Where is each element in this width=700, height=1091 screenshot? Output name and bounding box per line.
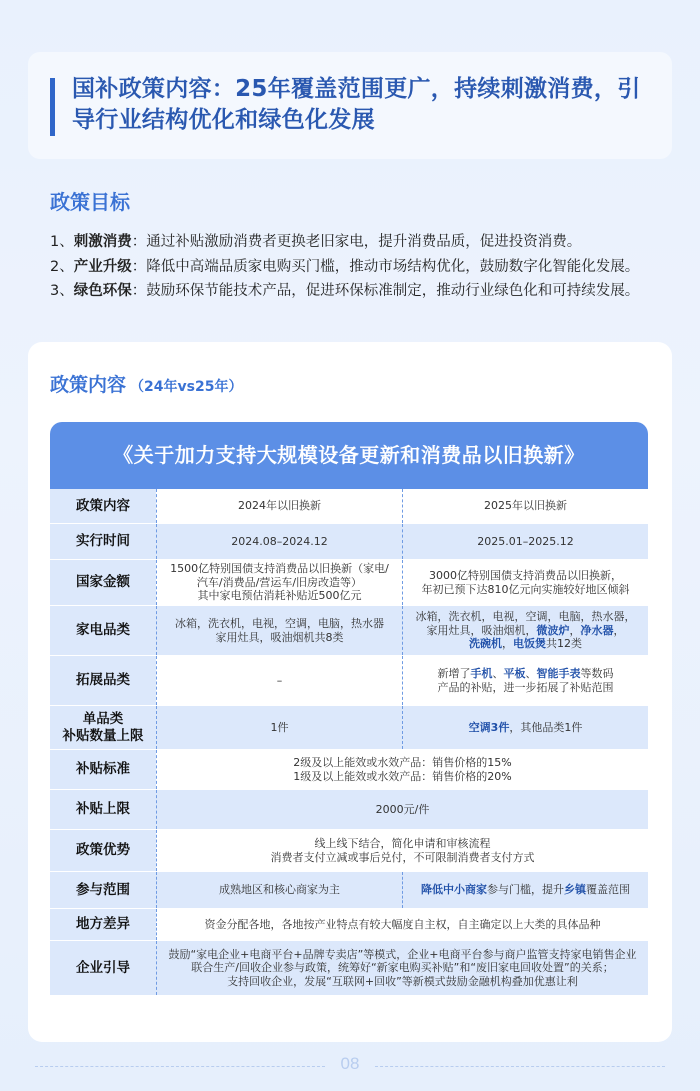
cell-line: 线上线下结合，简化申请和审核流程: [314, 837, 491, 850]
cell-2025: [402, 706, 648, 749]
cell-text: 参与门槛，提升: [487, 883, 564, 897]
row-label-line: 补贴数量上限: [62, 727, 144, 744]
goal-keyword: 刺激消费: [73, 234, 132, 250]
cell-line: 其中家电预估消耗补贴近500亿元: [197, 589, 362, 603]
cell-line: 支持回收企业，发展“互联网+回收”等新模式鼓励金融机构叠加优惠让利: [227, 974, 578, 988]
cell-text: 共12类: [546, 637, 582, 651]
cell-2025: 2025年以旧换新: [402, 489, 648, 523]
highlight-text: 智能手表: [536, 667, 581, 680]
cell-text: ，: [613, 623, 625, 637]
cell-line: 汽车/消费品/营运车/旧房改造等）: [196, 575, 363, 589]
row-label: 家电品类: [50, 606, 156, 655]
goal-text: ：降低中高端品质家电购买门槛，推动市场结构优化，鼓励数字化智能化发展。: [131, 258, 640, 275]
row-label: 拓展品类: [50, 656, 156, 705]
row-label: 政策内容: [50, 489, 156, 523]
cell-line: 消费者支付立减或事后兑付，不可限制消费者支付方式: [270, 850, 535, 864]
highlight-text: 微波炉: [536, 623, 570, 637]
cell-line: 联合生产/回收企业参与政策，统筹好“新家电购买补贴”和“废旧家电回收处置”的关系；: [191, 961, 614, 975]
goal-item: [50, 279, 690, 304]
cell-2025: [402, 656, 648, 705]
content-heading: [50, 370, 242, 397]
cell-2024: [156, 606, 402, 655]
goal-item: [50, 255, 690, 280]
cell-2025: [402, 560, 648, 605]
row-label: 补贴上限: [50, 790, 156, 829]
cell-line: 2级及以上能效或水效产品：销售价格的15%: [293, 756, 512, 769]
title-card: [28, 52, 672, 159]
highlight-text: 乡镇: [564, 883, 586, 897]
cell-line: [416, 624, 636, 638]
cell-text: 家用灶具，吸油烟机，: [426, 623, 537, 637]
page-title: 国补政策内容：25年覆盖范围更广，持续刺激消费，引导行业结构优化和绿色化发展: [72, 76, 641, 133]
cell-2024: 2024年以旧换新: [156, 489, 402, 523]
row-label: 补贴标准: [50, 750, 156, 789]
table-row: [50, 605, 648, 655]
cell-line: 家用灶具，吸油烟机共8类: [215, 630, 344, 644]
footer-divider: [35, 1066, 325, 1067]
cell-2024: 1件: [156, 706, 402, 749]
goal-keyword: 产业升级: [73, 258, 132, 275]
cell-line: 1级及以上能效或水效产品：销售价格的20%: [293, 769, 512, 783]
cell-2024: 成熟地区和核心商家为主: [156, 872, 402, 908]
cell-line: [438, 667, 614, 681]
cell-line: 产品的补贴，进一步拓展了补贴范围: [437, 680, 614, 694]
row-label: 地方差异: [50, 909, 156, 940]
row-label: 政策优势: [50, 830, 156, 871]
table-row: [50, 489, 648, 523]
cell-text: ，: [502, 637, 513, 651]
cell-line: 3000亿特别国债支持消费品以旧换新，: [429, 569, 622, 582]
goals-list: [50, 230, 690, 304]
row-label: 企业引导: [50, 941, 156, 995]
table-row: [50, 705, 648, 749]
cell-text: 、: [492, 667, 504, 680]
cell-2025: [402, 606, 648, 655]
cell-line: 冰箱，洗衣机，电视，空调，电脑，热水器: [175, 617, 384, 630]
policy-content-card: [28, 342, 672, 1042]
cell-merged: 资金分配各地，各地按产业特点有较大幅度自主权，自主确定以上大类的具体品种: [156, 909, 648, 940]
row-label: [50, 706, 156, 749]
cell-text: 、: [525, 667, 537, 680]
highlight-text: 平板: [503, 667, 526, 680]
goals-heading: 政策目标: [50, 190, 130, 214]
highlight-text: 手机: [470, 667, 493, 680]
table-row: [50, 908, 648, 940]
goal-number: 1、: [50, 234, 74, 250]
cell-merged: 2000元/件: [156, 790, 648, 829]
cell-text: ，: [569, 623, 581, 637]
cell-line: 1500亿特别国债支持消费品以旧换新（家电/: [170, 562, 389, 576]
goal-item: [50, 230, 690, 255]
table-row: [50, 655, 648, 705]
row-label: 实行时间: [50, 524, 156, 559]
highlight-text: 空调3件: [468, 720, 510, 734]
cell-2024: –: [156, 656, 402, 705]
title-accent-bar: [50, 78, 55, 136]
cell-text: 等数码: [580, 667, 614, 680]
goal-number: 2、: [50, 258, 74, 275]
goal-keyword: 绿色环保: [73, 283, 132, 299]
table-row: [50, 829, 648, 871]
cell-text: ，其他品类1件: [509, 720, 583, 734]
cell-merged: [156, 750, 648, 789]
cell-line: [416, 637, 636, 651]
table-row: [50, 559, 648, 605]
row-label: 国家金额: [50, 560, 156, 605]
cell-line: 年初已预下达810亿元向实施较好地区倾斜: [421, 582, 630, 596]
page-footer: [0, 1050, 700, 1080]
table-row: [50, 789, 648, 829]
cell-line: 鼓励“家电企业+电商平台+品牌专卖店”等模式，企业+电商平台参与商户监管支持家电销售企业: [168, 947, 637, 961]
cell-2025: [402, 872, 648, 908]
cell-merged: [156, 941, 648, 995]
cell-text: 新增了: [437, 667, 471, 680]
highlight-text: 洗碗机: [469, 637, 502, 651]
goal-text: ：鼓励环保节能技术产品，促进环保标准制定，推动行业绿色化和可持续发展。: [131, 283, 640, 299]
cell-2025: 2025.01–2025.12: [402, 524, 648, 559]
row-label: 参与范围: [50, 872, 156, 908]
goal-text: ：通过补贴激励消费者更换老旧家电，提升消费品质，促进投资消费。: [131, 234, 582, 250]
table-row: [50, 940, 648, 995]
table-row: [50, 871, 648, 908]
page-number: 08: [340, 1054, 360, 1073]
highlight-text: 净水器: [580, 623, 614, 637]
row-label-line: 单品类: [82, 710, 124, 727]
goal-number: 3、: [50, 283, 74, 299]
cell-2024: [156, 560, 402, 605]
table-row: [50, 523, 648, 559]
cell-line: 冰箱，洗衣机，电视，空调，电脑，热水器，: [415, 610, 636, 624]
cell-merged: [156, 830, 648, 871]
footer-divider: [375, 1066, 665, 1067]
content-heading-sub: （24年vs25年）: [130, 379, 243, 395]
table-title: 《关于加力支持大规模设备更新和消费品以旧换新》: [50, 422, 648, 489]
highlight-text: 电饭煲: [513, 637, 546, 651]
table-row: [50, 749, 648, 789]
policy-comparison-table: [50, 422, 648, 1015]
highlight-text: 降低中小商家: [421, 883, 487, 897]
content-heading-main: 政策内容: [50, 374, 127, 396]
cell-text: 覆盖范围: [586, 883, 630, 897]
cell-2024: 2024.08–2024.12: [156, 524, 402, 559]
